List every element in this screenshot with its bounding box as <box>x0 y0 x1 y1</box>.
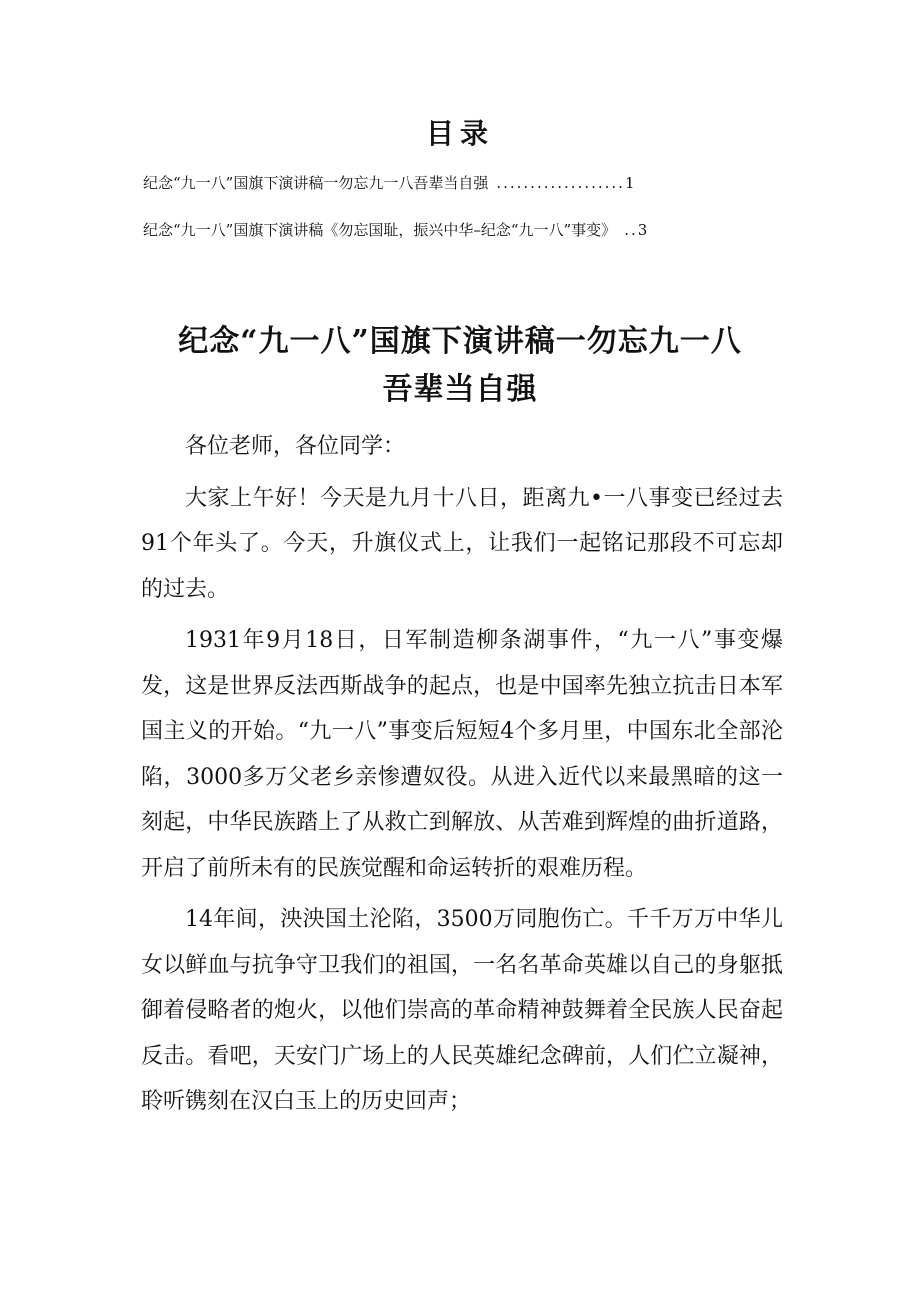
toc-entry-leader: .. <box>624 221 638 239</box>
article-title-line: 吾辈当自强 <box>382 372 538 407</box>
toc-entry-text: 纪念“九一八”国旗下演讲稿《勿忘国耻，振兴中华–纪念“九一八”事变》 <box>143 221 617 239</box>
article-title-line: 纪念“九一八”国旗下演讲稿一勿忘九一八 <box>178 324 742 359</box>
toc-entry[interactable] <box>143 173 779 193</box>
toc-entry-page: 1 <box>624 174 635 192</box>
toc-entry-page: 3 <box>637 221 648 239</box>
body-paragraph: 1931年9月18日，日军制造柳条湖事件，“九一八”事变爆发，这是世界反法西斯战争的起点，也是中国率先独立抗击日本军国主义的开始。“九一八”事变后短短4个多月里，中国东北全部沦陷，3000多万父老乡亲惨遭奴役。从进入近代以来最黑暗的这一刻起，中华民族踏上了从救亡到解放、从苦难到辉煌的曲折道路，开启了前所未有的民族觉醒和命运转折的艰难历程。 <box>141 628 783 881</box>
article-title <box>110 318 810 414</box>
toc-entry[interactable] <box>143 220 779 240</box>
body-paragraph: 大家上午好！今天是九月十八日，距离九•一八事变已经过去91个年头了。今天，升旗仪式上，让我们一起铭记那段不可忘却的过去。 <box>141 485 783 602</box>
toc-entry-text: 纪念“九一八”国旗下演讲稿一勿忘九一八吾辈当自强 <box>143 174 489 192</box>
toc-entry-leader: ................... <box>496 174 625 192</box>
article-body <box>141 424 783 1131</box>
salutation: 各位老师，各位同学： <box>185 434 406 459</box>
toc-title: 目录 <box>425 117 494 150</box>
body-paragraph: 14年间，泱泱国土沦陷，3500万同胞伤亡。千千万万中华儿女以鲜血与抗争守卫我们的祖国，一名名革命英雄以自己的身躯抵御着侵略者的炮火，以他们崇高的革命精神鼓舞着全民族人民奋起反击。看吧，天安门广场上的人民英雄纪念碑前，人们伫立凝神，聆听镌刻在汉白玉上的历史回声； <box>141 907 783 1114</box>
